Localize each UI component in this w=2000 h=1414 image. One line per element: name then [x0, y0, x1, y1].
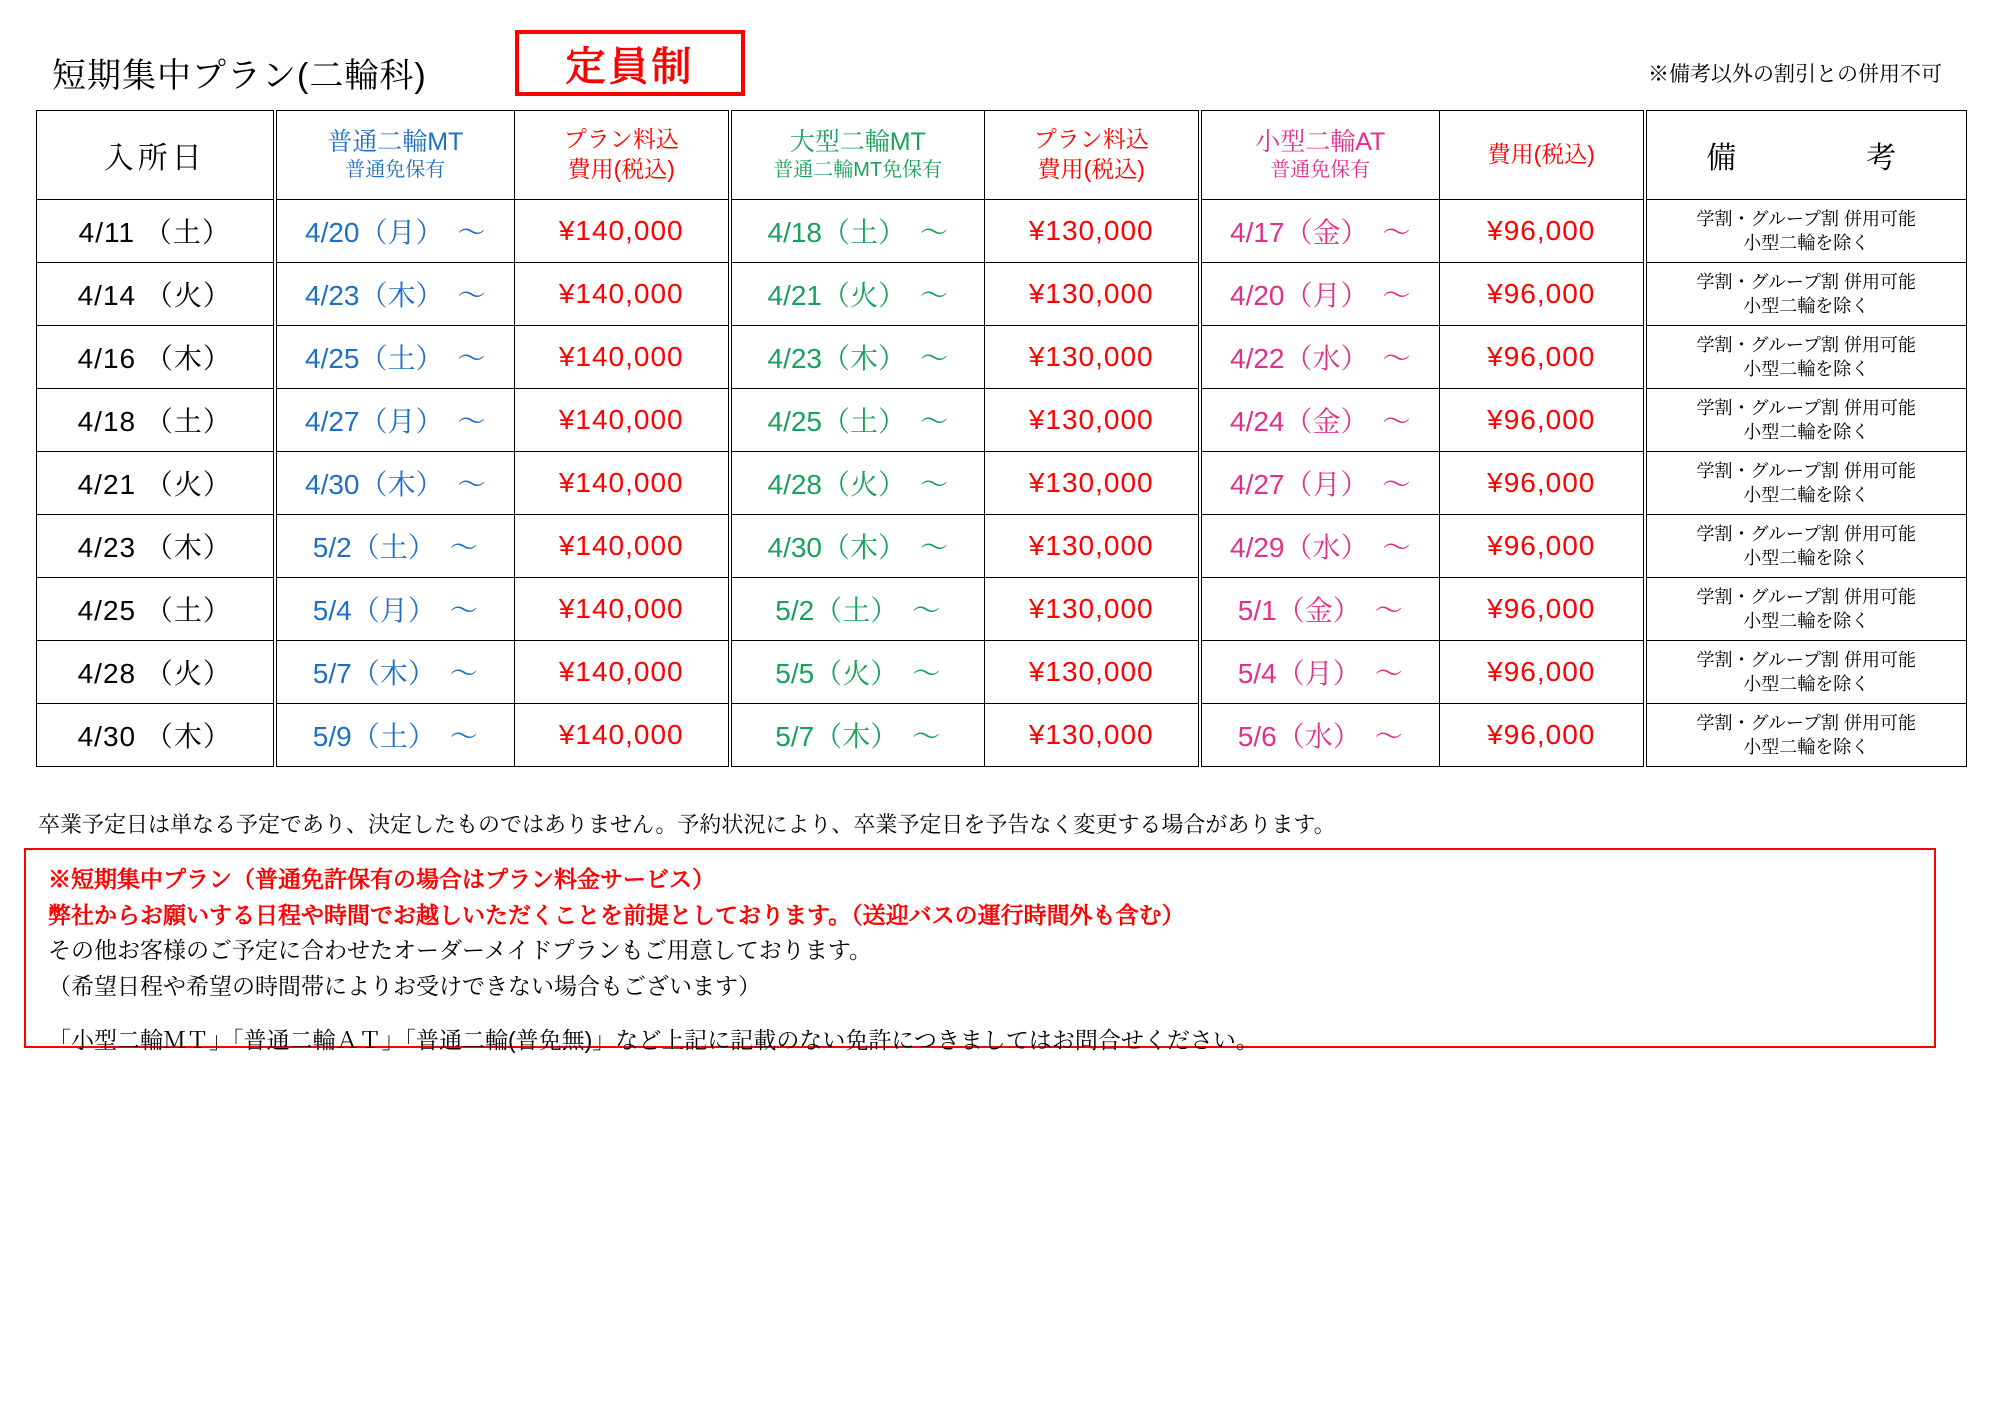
column-header-large-mt-price-line1: プラン料込: [1033, 126, 1149, 153]
table-row: [37, 200, 1967, 263]
cell-large-mt-date: 5/5（火） ～: [730, 641, 985, 704]
info-box: [24, 848, 1936, 1053]
column-header-large-mt-line2: 普通二輪MT免保有: [773, 159, 943, 182]
capacity-badge: [515, 30, 745, 96]
cell-remark-line1: 学割・グループ割 併用可能: [1696, 208, 1917, 229]
table-header-row: [37, 111, 1967, 200]
column-header-small-at-line2: 普通免保有: [1270, 159, 1371, 182]
cell-small-at-price: ¥96,000: [1440, 452, 1645, 515]
cell-normal-mt-price: ¥140,000: [515, 263, 730, 326]
column-header-normal-mt-line2: 普通免保有: [345, 159, 446, 182]
cell-entry-date: 4/23 （木）: [37, 515, 275, 578]
cell-normal-mt-price: ¥140,000: [515, 515, 730, 578]
info-line-5: 「小型二輪ＭＴ」「普通二輪ＡＴ」「普通二輪(普免無)」など上記に記載のない免許につきましてはお問合せください。: [48, 1026, 1259, 1053]
table-row: [37, 515, 1967, 578]
cell-normal-mt-price: ¥140,000: [515, 578, 730, 641]
cell-small-at-price: ¥96,000: [1440, 641, 1645, 704]
cell-large-mt-price: ¥130,000: [985, 515, 1200, 578]
table-row: [37, 641, 1967, 704]
cell-remark-line1: 学割・グループ割 併用可能: [1696, 523, 1917, 544]
graduation-note: 卒業予定日は単なる予定であり、決定したものではありません。予約状況により、卒業予定日を予告なく変更する場合があります。: [38, 812, 1336, 837]
plan-price-table: [36, 110, 1967, 767]
cell-normal-mt-price: ¥140,000: [515, 389, 730, 452]
cell-small-at-date: 5/6（水） ～: [1200, 704, 1440, 767]
cell-remark-line1: 学割・グループ割 併用可能: [1696, 649, 1917, 670]
table-row: [37, 704, 1967, 767]
cell-remark: [1645, 641, 1967, 704]
cell-normal-mt-date: 5/9（土） ～: [275, 704, 515, 767]
cell-remark-line2: 小型二輪を除く: [1743, 422, 1870, 442]
column-header-normal-mt: [275, 111, 515, 200]
column-header-large-mt: [730, 111, 985, 200]
cell-remark-line2: 小型二輪を除く: [1743, 737, 1870, 757]
cell-remark-line2: 小型二輪を除く: [1743, 296, 1870, 316]
cell-small-at-price: ¥96,000: [1440, 578, 1645, 641]
cell-small-at-price: ¥96,000: [1440, 326, 1645, 389]
column-header-large-mt-price: [985, 111, 1200, 200]
cell-large-mt-price: ¥130,000: [985, 452, 1200, 515]
cell-large-mt-date: 4/21（火） ～: [730, 263, 985, 326]
cell-large-mt-price: ¥130,000: [985, 704, 1200, 767]
cell-remark: [1645, 704, 1967, 767]
cell-large-mt-date: 5/7（木） ～: [730, 704, 985, 767]
table-body: [37, 200, 1967, 767]
cell-small-at-date: 4/29（水） ～: [1200, 515, 1440, 578]
discount-note: ※備考以外の割引との併用不可: [1648, 63, 1942, 86]
cell-remark-line2: 小型二輪を除く: [1743, 611, 1870, 631]
cell-normal-mt-date: 5/4（月） ～: [275, 578, 515, 641]
column-header-normal-mt-line1: 普通二輪MT: [327, 127, 464, 156]
cell-normal-mt-price: ¥140,000: [515, 200, 730, 263]
cell-normal-mt-date: 5/2（土） ～: [275, 515, 515, 578]
cell-entry-date: 4/21 （火）: [37, 452, 275, 515]
table-row: [37, 389, 1967, 452]
cell-entry-date: 4/11 （土）: [37, 200, 275, 263]
cell-remark-line1: 学割・グループ割 併用可能: [1696, 397, 1917, 418]
cell-normal-mt-price: ¥140,000: [515, 641, 730, 704]
document-header: [0, 18, 1960, 95]
capacity-badge-label: 定員制: [565, 44, 695, 89]
cell-entry-date: 4/30 （木）: [37, 704, 275, 767]
column-header-normal-mt-price-line1: プラン料込: [563, 126, 679, 153]
cell-remark-line1: 学割・グループ割 併用可能: [1696, 334, 1917, 355]
info-line-4: （希望日程や希望の時間帯によりお受けできない場合もございます）: [48, 972, 761, 999]
cell-small-at-date: 5/4（月） ～: [1200, 641, 1440, 704]
cell-small-at-price: ¥96,000: [1440, 704, 1645, 767]
cell-large-mt-date: 4/28（火） ～: [730, 452, 985, 515]
column-header-small-at-price-line1: 費用(税込): [1487, 141, 1595, 168]
cell-remark-line2: 小型二輪を除く: [1743, 674, 1870, 694]
cell-small-at-date: 4/22（水） ～: [1200, 326, 1440, 389]
cell-small-at-date: 4/27（月） ～: [1200, 452, 1440, 515]
cell-remark-line2: 小型二輪を除く: [1743, 233, 1870, 253]
column-header-large-mt-price-line2: 費用(税込): [1037, 156, 1145, 182]
cell-remark: [1645, 263, 1967, 326]
column-header-remark: 備 考: [1645, 111, 1967, 200]
cell-remark-line2: 小型二輪を除く: [1743, 485, 1870, 505]
cell-small-at-price: ¥96,000: [1440, 200, 1645, 263]
column-header-large-mt-line1: 大型二輪MT: [789, 127, 926, 156]
cell-normal-mt-price: ¥140,000: [515, 452, 730, 515]
cell-remark: [1645, 389, 1967, 452]
cell-entry-date: 4/18 （土）: [37, 389, 275, 452]
cell-remark: [1645, 452, 1967, 515]
cell-small-at-date: 4/20（月） ～: [1200, 263, 1440, 326]
cell-entry-date: 4/28 （火）: [37, 641, 275, 704]
table-row: [37, 326, 1967, 389]
cell-remark: [1645, 200, 1967, 263]
cell-small-at-price: ¥96,000: [1440, 515, 1645, 578]
cell-large-mt-date: 4/18（土） ～: [730, 200, 985, 263]
cell-normal-mt-date: 4/30（木） ～: [275, 452, 515, 515]
cell-remark-line1: 学割・グループ割 併用可能: [1696, 460, 1917, 481]
info-line-3: その他お客様のご予定に合わせたオーダーメイドプランもご用意しております。: [48, 937, 872, 964]
column-header-small-at-line1: 小型二輪AT: [1255, 127, 1386, 156]
cell-large-mt-price: ¥130,000: [985, 326, 1200, 389]
cell-remark: [1645, 326, 1967, 389]
cell-small-at-date: 4/24（金） ～: [1200, 389, 1440, 452]
cell-entry-date: 4/25 （土）: [37, 578, 275, 641]
cell-normal-mt-date: 4/20（月） ～: [275, 200, 515, 263]
cell-normal-mt-date: 4/27（月） ～: [275, 389, 515, 452]
cell-normal-mt-price: ¥140,000: [515, 704, 730, 767]
cell-remark: [1645, 515, 1967, 578]
cell-normal-mt-date: 5/7（木） ～: [275, 641, 515, 704]
column-header-small-at: [1200, 111, 1440, 200]
cell-remark: [1645, 578, 1967, 641]
cell-large-mt-price: ¥130,000: [985, 578, 1200, 641]
page-title: 短期集中プラン(二輪科): [52, 57, 427, 95]
cell-large-mt-price: ¥130,000: [985, 389, 1200, 452]
column-header-entry-date: 入所日: [37, 111, 275, 200]
cell-large-mt-date: 4/23（木） ～: [730, 326, 985, 389]
info-spacer: [48, 1005, 1912, 1023]
table-row: [37, 578, 1967, 641]
column-header-small-at-price: [1440, 111, 1645, 200]
cell-small-at-price: ¥96,000: [1440, 389, 1645, 452]
table-row: [37, 263, 1967, 326]
cell-large-mt-date: 4/25（土） ～: [730, 389, 985, 452]
cell-large-mt-price: ¥130,000: [985, 641, 1200, 704]
cell-normal-mt-date: 4/23（木） ～: [275, 263, 515, 326]
cell-entry-date: 4/16 （木）: [37, 326, 275, 389]
cell-remark-line1: 学割・グループ割 併用可能: [1696, 586, 1917, 607]
cell-large-mt-date: 4/30（木） ～: [730, 515, 985, 578]
cell-large-mt-date: 5/2（土） ～: [730, 578, 985, 641]
cell-entry-date: 4/14 （火）: [37, 263, 275, 326]
info-line-2: 弊社からお願いする日程や時間でお越しいただくことを前提としております。（送迎バスの運行時間外も含む）: [48, 901, 1185, 928]
cell-remark-line1: 学割・グループ割 併用可能: [1696, 712, 1917, 733]
table-row: [37, 452, 1967, 515]
cell-normal-mt-price: ¥140,000: [515, 326, 730, 389]
cell-small-at-date: 4/17（金） ～: [1200, 200, 1440, 263]
info-line-1: ※短期集中プラン（普通免許保有の場合はプラン料金サービス）: [48, 866, 715, 892]
cell-large-mt-price: ¥130,000: [985, 263, 1200, 326]
cell-remark-line1: 学割・グループ割 併用可能: [1696, 271, 1917, 292]
cell-normal-mt-date: 4/25（土） ～: [275, 326, 515, 389]
column-header-normal-mt-price: [515, 111, 730, 200]
cell-large-mt-price: ¥130,000: [985, 200, 1200, 263]
column-header-normal-mt-price-line2: 費用(税込): [567, 156, 675, 182]
cell-small-at-price: ¥96,000: [1440, 263, 1645, 326]
cell-small-at-date: 5/1（金） ～: [1200, 578, 1440, 641]
cell-remark-line2: 小型二輪を除く: [1743, 548, 1870, 568]
cell-remark-line2: 小型二輪を除く: [1743, 359, 1870, 379]
